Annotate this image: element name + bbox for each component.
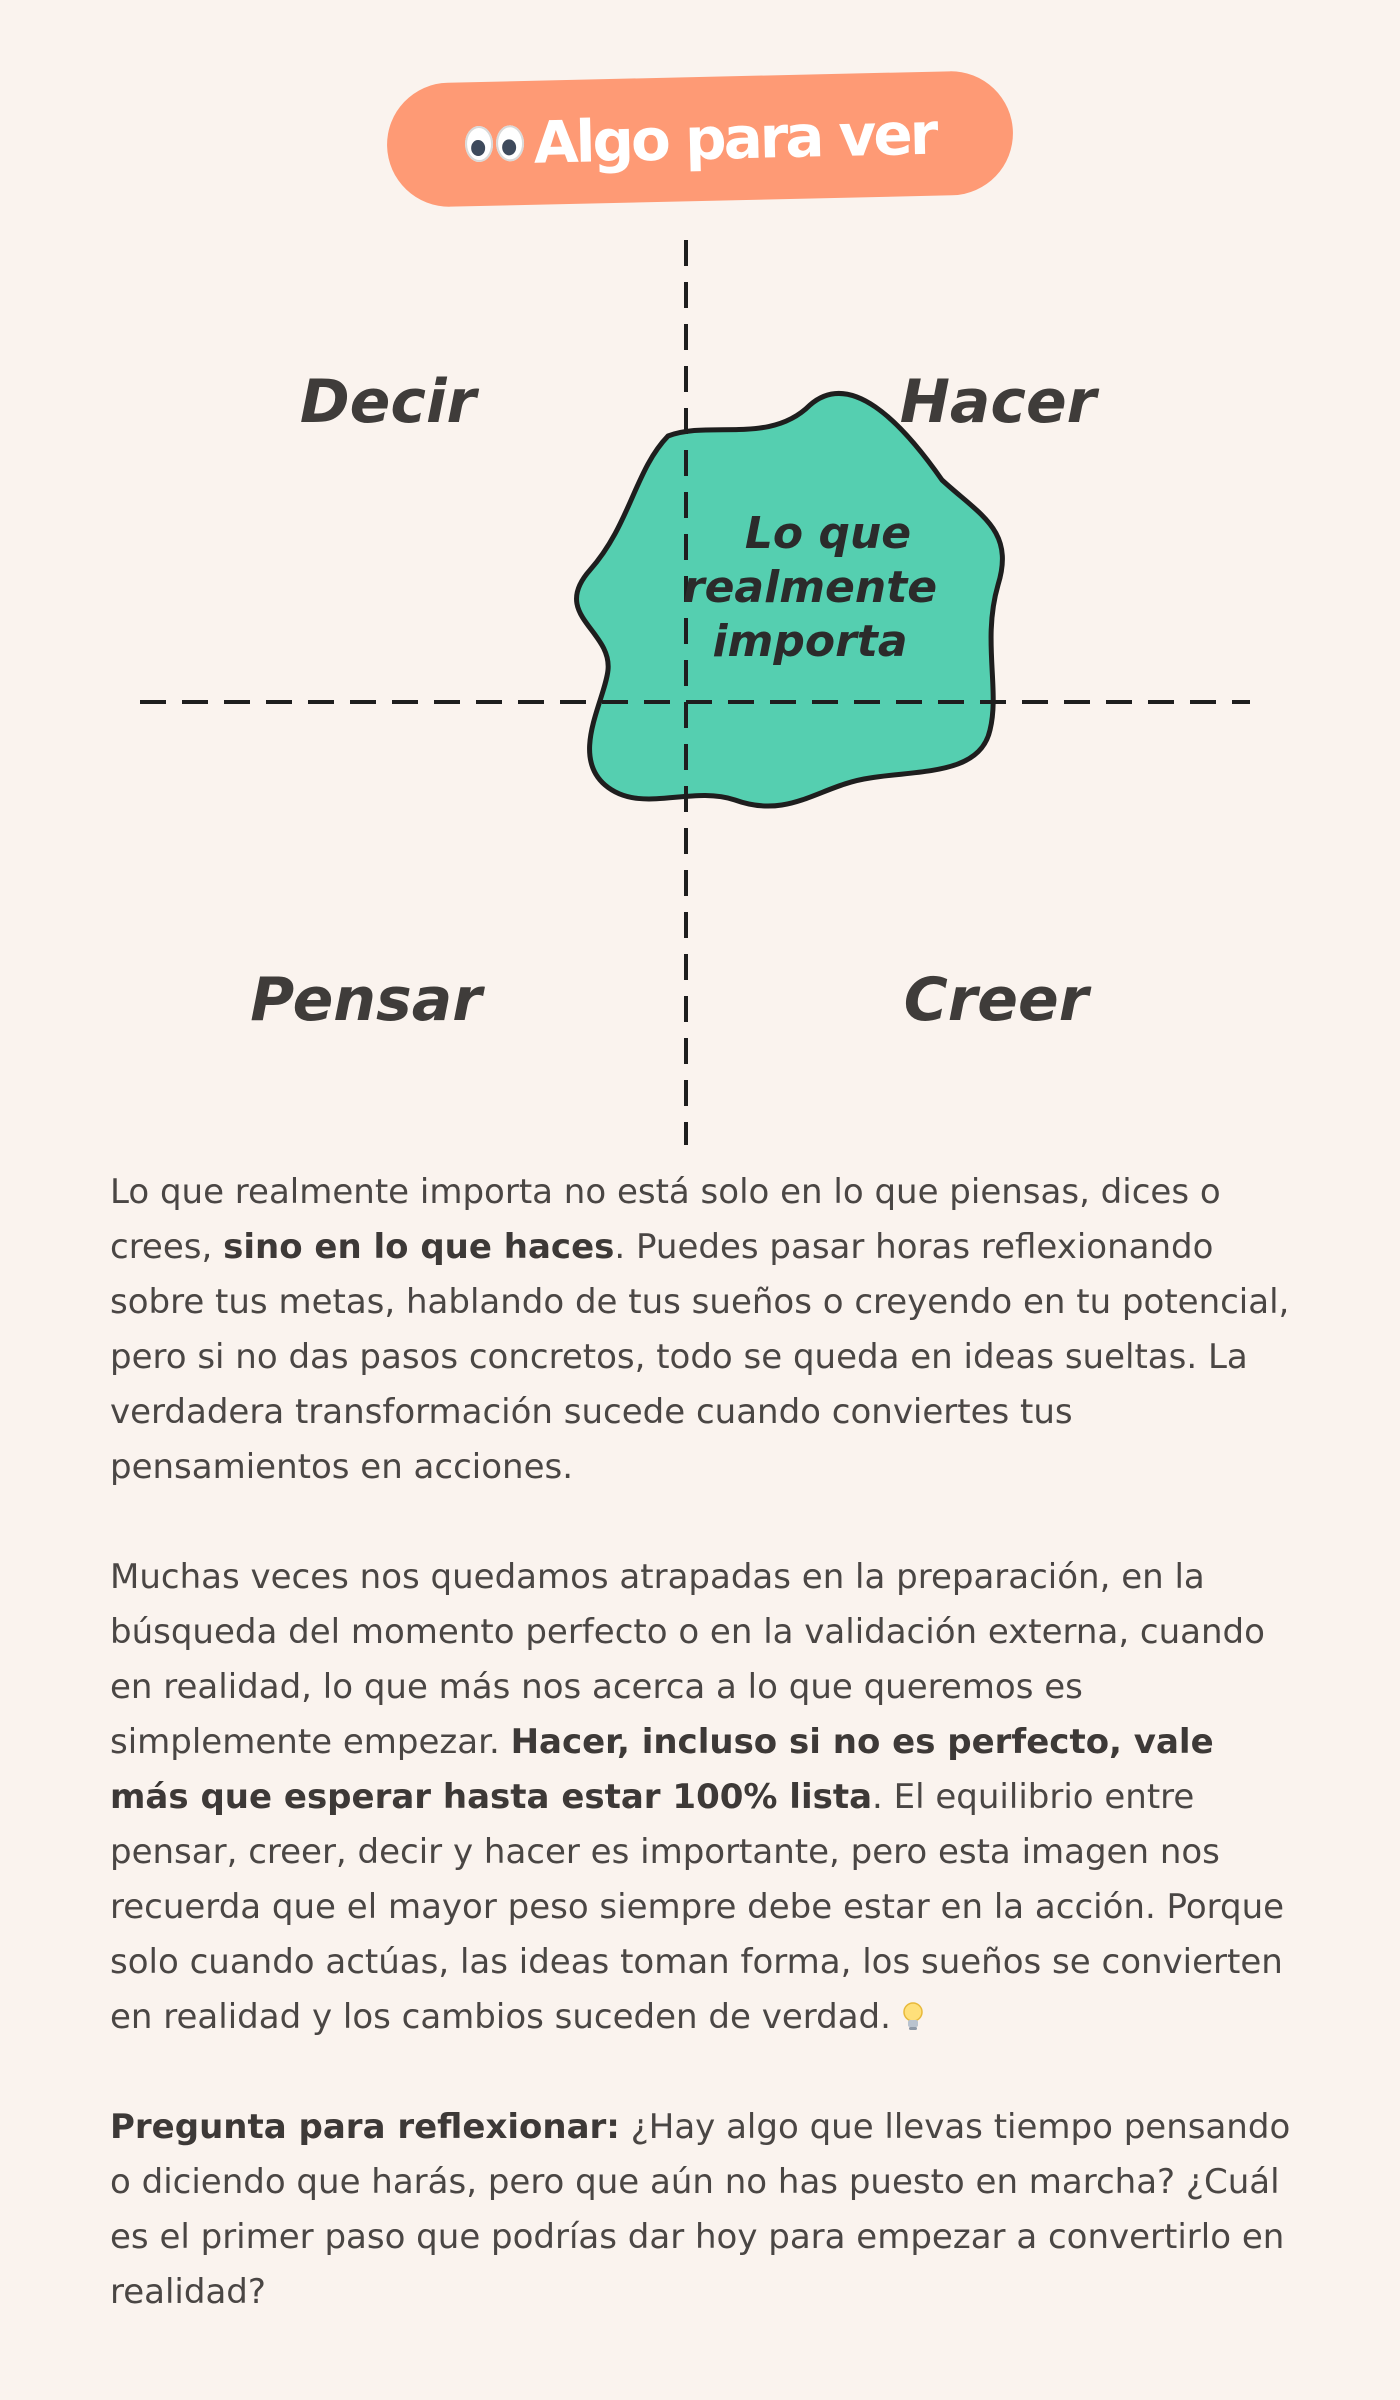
quadrant-label-hacer: Hacer — [899, 367, 1097, 437]
eyes-icon — [464, 125, 524, 162]
priority-diagram — [130, 230, 1270, 1150]
reflection-question-text: ¿Hay algo que llevas tiempo pensando o diciendo que harás, pero que aún no has puesto en marcha? ¿Cuál es el primer paso que podrías dar hoy para empezar a convertirlo en realidad? — [110, 2107, 1291, 2312]
paragraph-2-bold: Hacer, incluso si no es perfecto, vale más que esperar hasta estar 100% lista — [110, 1722, 1214, 1817]
lightbulb-icon — [902, 2002, 924, 2032]
center-text-line-3: importa — [712, 616, 908, 667]
article-body — [110, 1165, 1300, 2375]
center-text-line-1: Lo que — [744, 508, 912, 559]
center-text-line-2: realmente — [682, 562, 938, 613]
paragraph-1-text-c: . Puedes pasar horas reflexionando sobre tus metas, hablando de tus sueños o creyendo en tu potencial, pero si no das pasos concretos, todo se queda en ideas sueltas. La verdadera transformación sucede cuando conviertes tus pensamientos en acciones. — [110, 1227, 1290, 1487]
paragraph-1-bold: sino en lo que haces — [223, 1227, 615, 1267]
reflection-question-label: Pregunta para reflexionar: — [110, 2107, 620, 2147]
paragraph-2 — [110, 1550, 1300, 2045]
quadrant-label-creer: Creer — [903, 965, 1089, 1035]
paragraph-2-text-a: Muchas veces nos quedamos atrapadas en la preparación, en la búsqueda del momento perfecto o en la validación externa, cuando en realidad, lo que más nos acerca a lo que queremos es simplemente empezar. — [110, 1557, 1265, 1762]
quadrant-label-decir: Decir — [299, 367, 477, 437]
paragraph-3 — [110, 2100, 1300, 2320]
paragraph-1-text-a: Lo que realmente importa no está solo en lo que piensas, dices o crees, — [110, 1172, 1221, 1267]
paragraph-2-text-c: . El equilibrio entre pensar, creer, decir y hacer es importante, pero esta imagen nos recuerda que el mayor peso siempre debe estar en la acción. Porque solo cuando actúas, las ideas toman forma, los sueños se convierten en realidad y los cambios suceden de verdad. — [110, 1777, 1285, 2037]
quadrant-label-pensar: Pensar — [250, 965, 482, 1035]
paragraph-1 — [110, 1165, 1300, 1495]
section-badge — [386, 70, 1015, 208]
section-badge-label: Algo para ver — [532, 99, 937, 177]
